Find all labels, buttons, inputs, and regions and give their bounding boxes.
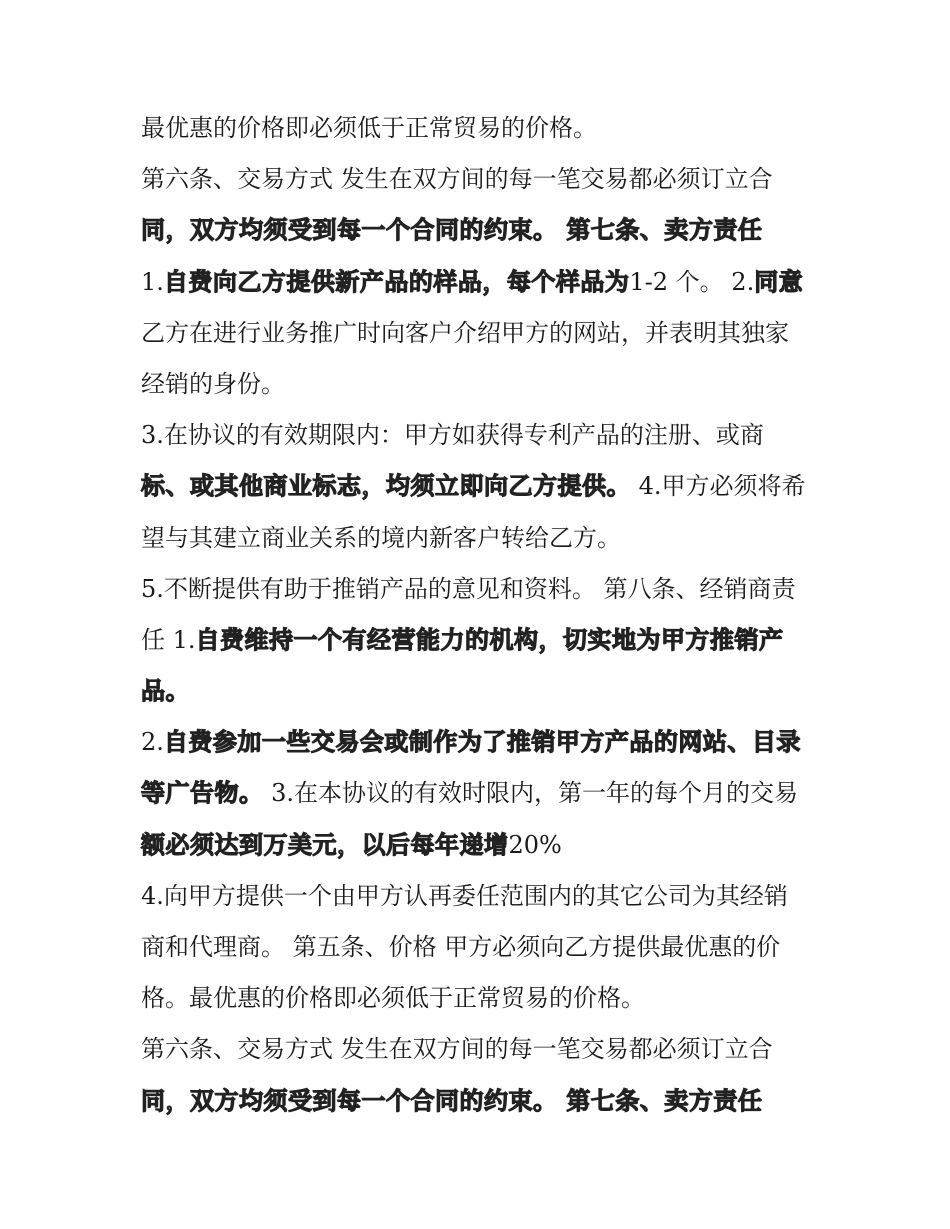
contract-text-body: [141, 103, 821, 1127]
text-segment: 20%: [508, 830, 562, 859]
text-line: [141, 461, 821, 512]
text-segment: 1.: [141, 267, 164, 296]
text-line: [141, 308, 821, 359]
text-line: [141, 103, 821, 154]
text-line: [141, 768, 821, 819]
text-line: [141, 820, 821, 871]
text-segment: 第六条、交易方式 发生在双方间的每一笔交易都必须订立合: [141, 165, 773, 194]
text-segment: 4.向甲方提供一个由甲方认再委任范围内的其它公司为其经销: [141, 881, 788, 910]
text-segment: 2.: [141, 728, 164, 757]
text-segment: 乙方在进行业务推广时向客户介绍甲方的网站，并表明其独家: [141, 318, 789, 347]
text-segment: 1-2 个。 2.: [629, 267, 755, 296]
text-segment: 商和代理商。 第五条、价格 甲方必须向乙方提供最优惠的价: [141, 933, 781, 961]
text-line: [141, 359, 821, 410]
text-segment: 第六条、交易方式 发生在双方间的每一笔交易都必须订立合: [141, 1035, 773, 1064]
text-segment: 格。最优惠的价格即必须低于正常贸易的价格。: [141, 984, 645, 1013]
text-line: [141, 871, 821, 922]
text-segment: 3.在本协议的有效时限内，第一年的每个月的交易: [263, 779, 799, 808]
text-line: [141, 1024, 821, 1075]
text-segment: 经销的身份。: [141, 369, 285, 398]
text-line: [141, 564, 821, 615]
text-segment: 任 1.: [141, 625, 196, 654]
text-line: [141, 410, 821, 461]
text-segment: 最优惠的价格即必须低于正常贸易的价格。: [141, 114, 597, 142]
outlined-text-segment: 等广告物。: [141, 779, 264, 808]
text-segment: 望与其建立商业关系的境内新客户转给乙方。: [141, 523, 621, 552]
outlined-text-segment: 同，双方均须受到每一个合同的约束。 第七条、卖方责任: [141, 216, 763, 245]
text-line: [141, 257, 821, 308]
outlined-text-segment: 额必须达到万美元，以后每年递增: [141, 830, 509, 859]
text-line: [141, 666, 821, 717]
outlined-text-segment: 自费向乙方提供新产品的样品，每个样品为: [163, 267, 630, 296]
text-line: [141, 205, 821, 256]
text-line: [141, 513, 821, 564]
text-line: [141, 973, 821, 1024]
outlined-text-segment: 同意: [754, 267, 804, 296]
text-segment: 4.甲方必须将希: [631, 472, 806, 501]
text-line: [141, 922, 821, 973]
text-line: [141, 615, 821, 666]
text-line: [141, 154, 821, 205]
text-line: [141, 1076, 821, 1127]
outlined-text-segment: 同，双方均须受到每一个合同的约束。 第七条、卖方责任: [141, 1086, 763, 1115]
outlined-text-segment: 标、或其他商业标志，均须立即向乙方提供。: [141, 472, 631, 501]
outlined-text-segment: 品。: [141, 677, 190, 706]
outlined-text-segment: 自费参加一些交易会或制作为了推销甲方产品的网站、目录: [163, 728, 801, 757]
outlined-text-segment: 自费维持一个有经营能力的机构，切实地为甲方推销产: [195, 625, 784, 654]
text-line: [141, 717, 821, 768]
text-segment: 5.不断提供有助于推销产品的意见和资料。 第八条、经销商责: [141, 574, 796, 603]
text-segment: 3.在协议的有效期限内：甲方如获得专利产品的注册、或商: [141, 421, 764, 450]
